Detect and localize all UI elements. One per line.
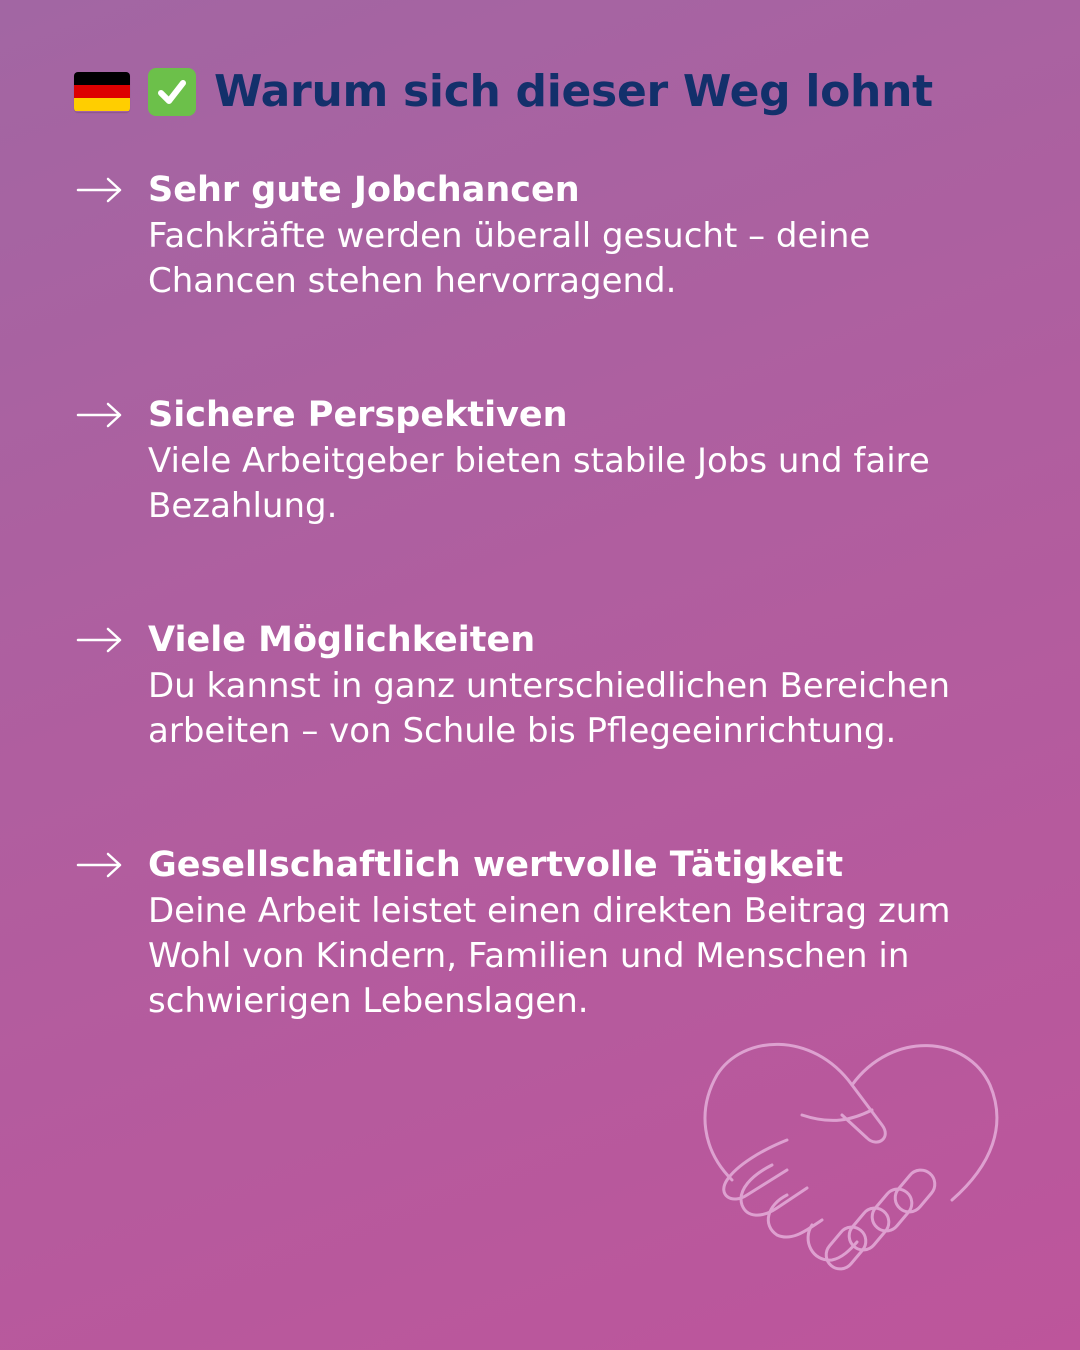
arrow-right-icon bbox=[76, 620, 124, 660]
germany-flag-icon bbox=[74, 72, 130, 112]
arrow-right-icon bbox=[76, 845, 124, 885]
benefit-description: Viele Arbeitgeber bieten stabile Jobs und faire Bezahlung. bbox=[148, 441, 930, 526]
header bbox=[74, 66, 933, 117]
benefit-item-moeglichkeiten bbox=[76, 618, 1016, 754]
benefit-title: Sichere Perspektiven bbox=[148, 395, 568, 435]
benefit-title: Gesellschaftlich wertvolle Tätigkeit bbox=[148, 845, 844, 885]
heart-handshake-icon bbox=[692, 1030, 1012, 1290]
benefit-item-perspektiven bbox=[76, 393, 1016, 529]
arrow-right-icon bbox=[76, 395, 124, 435]
check-mark-icon bbox=[148, 68, 196, 116]
benefit-item-jobchancen bbox=[76, 168, 1016, 304]
page-title: Warum sich dieser Weg lohnt bbox=[214, 66, 933, 117]
arrow-right-icon bbox=[76, 170, 124, 210]
benefit-title: Sehr gute Jobchancen bbox=[148, 170, 580, 210]
benefit-description: Fachkräfte werden überall gesucht – deine Chancen stehen hervorragend. bbox=[148, 216, 871, 301]
benefit-item-taetigkeit bbox=[76, 843, 1016, 1024]
benefit-title: Viele Möglichkeiten bbox=[148, 620, 536, 660]
benefit-description: Du kannst in ganz unterschiedlichen Bereichen arbeiten – von Schule bis Pflegeeinrichtung. bbox=[148, 666, 951, 751]
benefit-description: Deine Arbeit leistet einen direkten Beitrag zum Wohl von Kindern, Familien und Menschen in schwierigen Lebenslagen. bbox=[148, 891, 951, 1021]
